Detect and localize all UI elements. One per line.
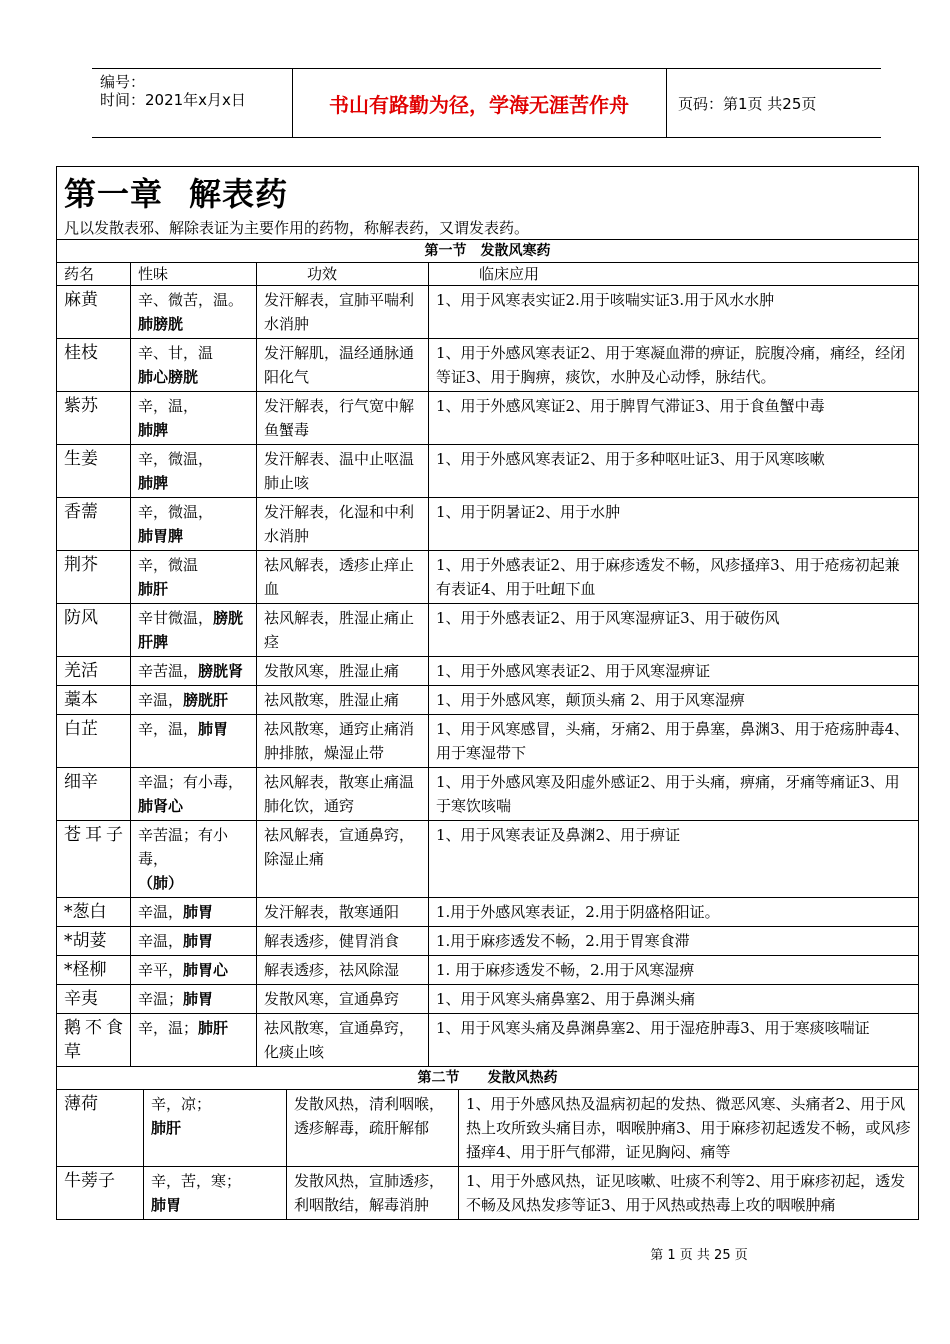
herb-effect: 发汗解表，化湿和中利水消肿 <box>257 498 429 551</box>
herb-meridian: 肺肝 <box>198 1019 229 1037</box>
herb-use: 1、用于外感风寒证2、用于脾胃气滞证3、用于食鱼蟹中毒 <box>429 392 919 445</box>
herb-effect: 发汗解表，散寒通阳 <box>257 898 429 927</box>
herb-name: 荆芥 <box>57 551 131 604</box>
herb-taste <box>131 286 257 339</box>
table-row <box>57 715 919 768</box>
table-row <box>57 339 919 392</box>
herb-taste-text: 辛苦温；有小毒， <box>138 826 229 868</box>
herb-use: 1、用于风寒感冒，头痛，牙痛2、用于鼻塞，鼻渊3、用于疮疡肿毒4、用于寒湿带下 <box>429 715 919 768</box>
herb-use: 1、用于外感风热，证见咳嗽、吐痰不利等2、用于麻疹初起，透发不畅及风热发疹等证3、用于风热或热毒上攻的咽喉肿痛 <box>459 1167 919 1220</box>
herb-meridian: 肺脾 <box>138 421 169 439</box>
herb-name: 牛蒡子 <box>57 1167 144 1220</box>
herb-name: 羌活 <box>57 657 131 686</box>
herb-effect: 发汗解表，宣肺平喘利水消肿 <box>257 286 429 339</box>
herb-name: 细辛 <box>57 768 131 821</box>
table-row <box>57 604 919 657</box>
herb-use: 1、用于风寒表证及鼻渊2、用于痹证 <box>429 821 919 898</box>
herb-meridian: 肺胃脾 <box>138 527 184 545</box>
herb-use: 1、用于外感风热及温病初起的发热、微恶风寒、头痛者2、用于风热上攻所致头痛目赤，咽喉肿痛3、用于麻疹初起透发不畅，或风疹搔痒4、用于肝气郁滞，证见胸闷、痛等 <box>459 1090 919 1167</box>
herb-name: 辛夷 <box>57 985 131 1014</box>
table-row <box>57 498 919 551</box>
chapter-title: 第一章 解表药 <box>64 175 289 213</box>
herb-taste-text: 辛苦温， <box>138 662 199 680</box>
herb-use: 1、用于阴暑证2、用于水肿 <box>429 498 919 551</box>
herb-taste <box>131 715 257 768</box>
table-row <box>57 821 919 898</box>
herb-taste <box>131 339 257 392</box>
herb-taste-text: 辛，温， <box>138 720 199 738</box>
herb-taste <box>131 498 257 551</box>
table-row <box>57 956 919 985</box>
herb-name: 藁本 <box>57 686 131 715</box>
table-row <box>57 286 919 339</box>
page-header <box>92 68 881 138</box>
header-divider <box>666 69 667 137</box>
table-row <box>57 1090 919 1167</box>
time-label: 时间：2021年x月x日 <box>100 91 246 109</box>
section-1-title: 第一节 发散风寒药 <box>57 240 919 263</box>
herb-use: 1.用于麻疹透发不畅，2.用于胃寒食滞 <box>429 927 919 956</box>
herb-meridian: （肺） <box>138 874 184 892</box>
herb-effect: 发汗解表，行气宽中解鱼蟹毒 <box>257 392 429 445</box>
herb-meridian: 肺肝 <box>138 580 169 598</box>
herb-effect: 发汗解表、温中止呕温肺止咳 <box>257 445 429 498</box>
herb-meridian: 肺胃 <box>183 932 214 950</box>
herb-taste <box>144 1167 287 1220</box>
herb-use: 1、用于外感风寒表证2、用于风寒湿痹证 <box>429 657 919 686</box>
herb-taste <box>131 551 257 604</box>
herb-taste-text: 辛，微温， <box>138 503 214 521</box>
table-row <box>57 1014 919 1067</box>
herb-use: 1、用于外感风寒表证2、用于寒凝血滞的痹证，脘腹冷痛，痛经，经闭等证3、用于胸痹，痰饮，水肿及心动悸，脉结代。 <box>429 339 919 392</box>
herb-taste-text: 辛温， <box>138 903 184 921</box>
herb-meridian: 肺脾 <box>138 474 169 492</box>
herb-effect: 祛风散寒，通窍止痛消肿排脓，燥湿止带 <box>257 715 429 768</box>
header-divider <box>292 69 293 137</box>
herb-taste-text: 辛，微温， <box>138 450 214 468</box>
herb-use: 1、用于外感表证2、用于麻疹透发不畅，风疹搔痒3、用于疮疡初起兼有表证4、用于吐衄下血 <box>429 551 919 604</box>
table-row <box>57 686 919 715</box>
herb-name: 生姜 <box>57 445 131 498</box>
section-2-title: 第二节 发散风热药 <box>57 1067 919 1090</box>
herb-meridian: 肺胃 <box>151 1196 182 1214</box>
herb-name: *胡荽 <box>57 927 131 956</box>
herb-taste-text: 辛平， <box>138 961 184 979</box>
herb-taste-text: 辛温， <box>138 691 184 709</box>
table-row <box>57 898 919 927</box>
table-row <box>57 768 919 821</box>
herb-taste <box>131 686 257 715</box>
table-row <box>57 445 919 498</box>
herb-meridian: 肺胃心 <box>183 961 229 979</box>
herb-effect: 发散风寒，胜湿止痛 <box>257 657 429 686</box>
herb-name: 苍耳子 <box>57 821 131 898</box>
herb-taste-text: 辛、甘，温 <box>138 344 214 362</box>
herb-name: 薄荷 <box>57 1090 144 1167</box>
herb-effect: 发散风寒，宣通鼻窍 <box>257 985 429 1014</box>
number-label: 编号： <box>100 73 146 91</box>
col-header-taste: 性味 <box>131 263 257 286</box>
herb-taste-text: 辛，温， <box>138 397 199 415</box>
section-title-row <box>57 1067 919 1090</box>
herb-taste <box>144 1090 287 1167</box>
herb-taste-text: 辛温， <box>138 932 184 950</box>
herb-taste-text: 辛温； <box>138 990 184 1008</box>
table-row <box>57 551 919 604</box>
header-motto: 书山有路勤为径，学海无涯苦作舟 <box>329 92 629 117</box>
herb-use: 1. 用于麻疹透发不畅，2.用于风寒湿痹 <box>429 956 919 985</box>
herb-use: 1、用于外感风寒及阳虚外感证2、用于头痛，痹痛，牙痛等痛证3、用于寒饮咳喘 <box>429 768 919 821</box>
herb-use: 1、用于外感风寒，颠顶头痛 2、用于风寒湿痹 <box>429 686 919 715</box>
herb-effect: 祛风散寒，宣通鼻窍，化痰止咳 <box>257 1014 429 1067</box>
herb-taste <box>131 956 257 985</box>
herb-name: 桂枝 <box>57 339 131 392</box>
table-row <box>57 1167 919 1220</box>
table-row <box>57 657 919 686</box>
herb-meridian: 肺肝 <box>151 1119 182 1137</box>
herb-taste-text: 辛甘微温， <box>138 609 214 627</box>
col-header-name: 药名 <box>57 263 131 286</box>
herb-use: 1、用于风寒表实证2.用于咳喘实证3.用于风水水肿 <box>429 286 919 339</box>
herb-taste <box>131 898 257 927</box>
herb-taste-text: 辛，苦，寒； <box>151 1172 242 1190</box>
herb-taste <box>131 927 257 956</box>
herb-effect: 发散风热，宣肺透疹，利咽散结，解毒消肿 <box>287 1167 459 1220</box>
table-row <box>57 985 919 1014</box>
herb-meridian: 膀胱肾 <box>198 662 244 680</box>
footer-page-number: 第 1 页 共 25 页 <box>650 1248 748 1263</box>
table-row <box>57 392 919 445</box>
herb-effect: 祛风散寒，胜湿止痛 <box>257 686 429 715</box>
chapter-intro: 凡以发散表邪、解除表证为主要作用的药物，称解表药，又谓发表药。 <box>64 219 530 237</box>
herb-effect: 解表透疹，健胃消食 <box>257 927 429 956</box>
herb-meridian: 肺肾心 <box>138 797 184 815</box>
herb-meridian: 肺心膀胱 <box>138 368 199 386</box>
herb-name: 防风 <box>57 604 131 657</box>
herb-taste <box>131 604 257 657</box>
herb-name: *葱白 <box>57 898 131 927</box>
herb-taste-text: 辛、微苦，温。 <box>138 291 244 309</box>
herb-name: 鹅不食草 <box>57 1014 131 1067</box>
herb-use: 1、用于外感风寒表证2、用于多种呕吐证3、用于风寒咳嗽 <box>429 445 919 498</box>
herb-effect: 祛风解表，透疹止痒止血 <box>257 551 429 604</box>
herb-effect: 发散风热，清利咽喉，透疹解毒，疏肝解郁 <box>287 1090 459 1167</box>
herb-effect: 祛风解表，散寒止痛温肺化饮，通窍 <box>257 768 429 821</box>
herb-use: 1.用于外感风寒表证，2.用于阴盛格阳证。 <box>429 898 919 927</box>
table-row <box>57 927 919 956</box>
section-title-row <box>57 240 919 263</box>
herb-taste <box>131 768 257 821</box>
herb-taste <box>131 657 257 686</box>
herb-taste <box>131 1014 257 1067</box>
herb-meridian: 肺胃 <box>198 720 229 738</box>
herb-meridian: 膀胱肝脾 <box>138 609 244 651</box>
herb-name: 麻黄 <box>57 286 131 339</box>
herb-taste-text: 辛，微温 <box>138 556 199 574</box>
chapter-row <box>57 167 919 240</box>
herb-meridian: 肺胃 <box>183 990 214 1008</box>
herb-effect: 解表透疹，祛风除湿 <box>257 956 429 985</box>
header-meta <box>100 73 290 109</box>
page-footer <box>0 1244 950 1263</box>
herb-taste <box>131 985 257 1014</box>
herb-meridian: 肺胃 <box>183 903 214 921</box>
herb-table <box>56 166 919 1220</box>
herb-use: 1、用于外感表证2、用于风寒湿痹证3、用于破伤风 <box>429 604 919 657</box>
herb-taste-text: 辛温；有小毒， <box>138 773 244 791</box>
col-header-effect: 功效 <box>257 263 429 286</box>
herb-use: 1、用于风寒头痛鼻塞2、用于鼻渊头痛 <box>429 985 919 1014</box>
herb-name: 白芷 <box>57 715 131 768</box>
herb-taste-text: 辛，温； <box>138 1019 199 1037</box>
herb-effect: 发汗解肌，温经通脉通阳化气 <box>257 339 429 392</box>
herb-meridian: 肺膀胱 <box>138 315 184 333</box>
herb-taste-text: 辛，凉； <box>151 1095 212 1113</box>
herb-taste <box>131 445 257 498</box>
col-header-use: 临床应用 <box>429 263 919 286</box>
column-header-row <box>57 263 919 286</box>
herb-taste <box>131 392 257 445</box>
herb-taste <box>131 821 257 898</box>
herb-name: 紫苏 <box>57 392 131 445</box>
herb-effect: 祛风解表，胜湿止痛止痉 <box>257 604 429 657</box>
herb-name: *柽柳 <box>57 956 131 985</box>
herb-meridian: 膀胱肝 <box>183 691 229 709</box>
herb-use: 1、用于风寒头痛及鼻渊鼻塞2、用于湿疮肿毒3、用于寒痰咳喘证 <box>429 1014 919 1067</box>
header-page-label: 页码：第1页 共25页 <box>678 94 817 113</box>
herb-name: 香薷 <box>57 498 131 551</box>
herb-effect: 祛风解表，宣通鼻窍，除湿止痛 <box>257 821 429 898</box>
